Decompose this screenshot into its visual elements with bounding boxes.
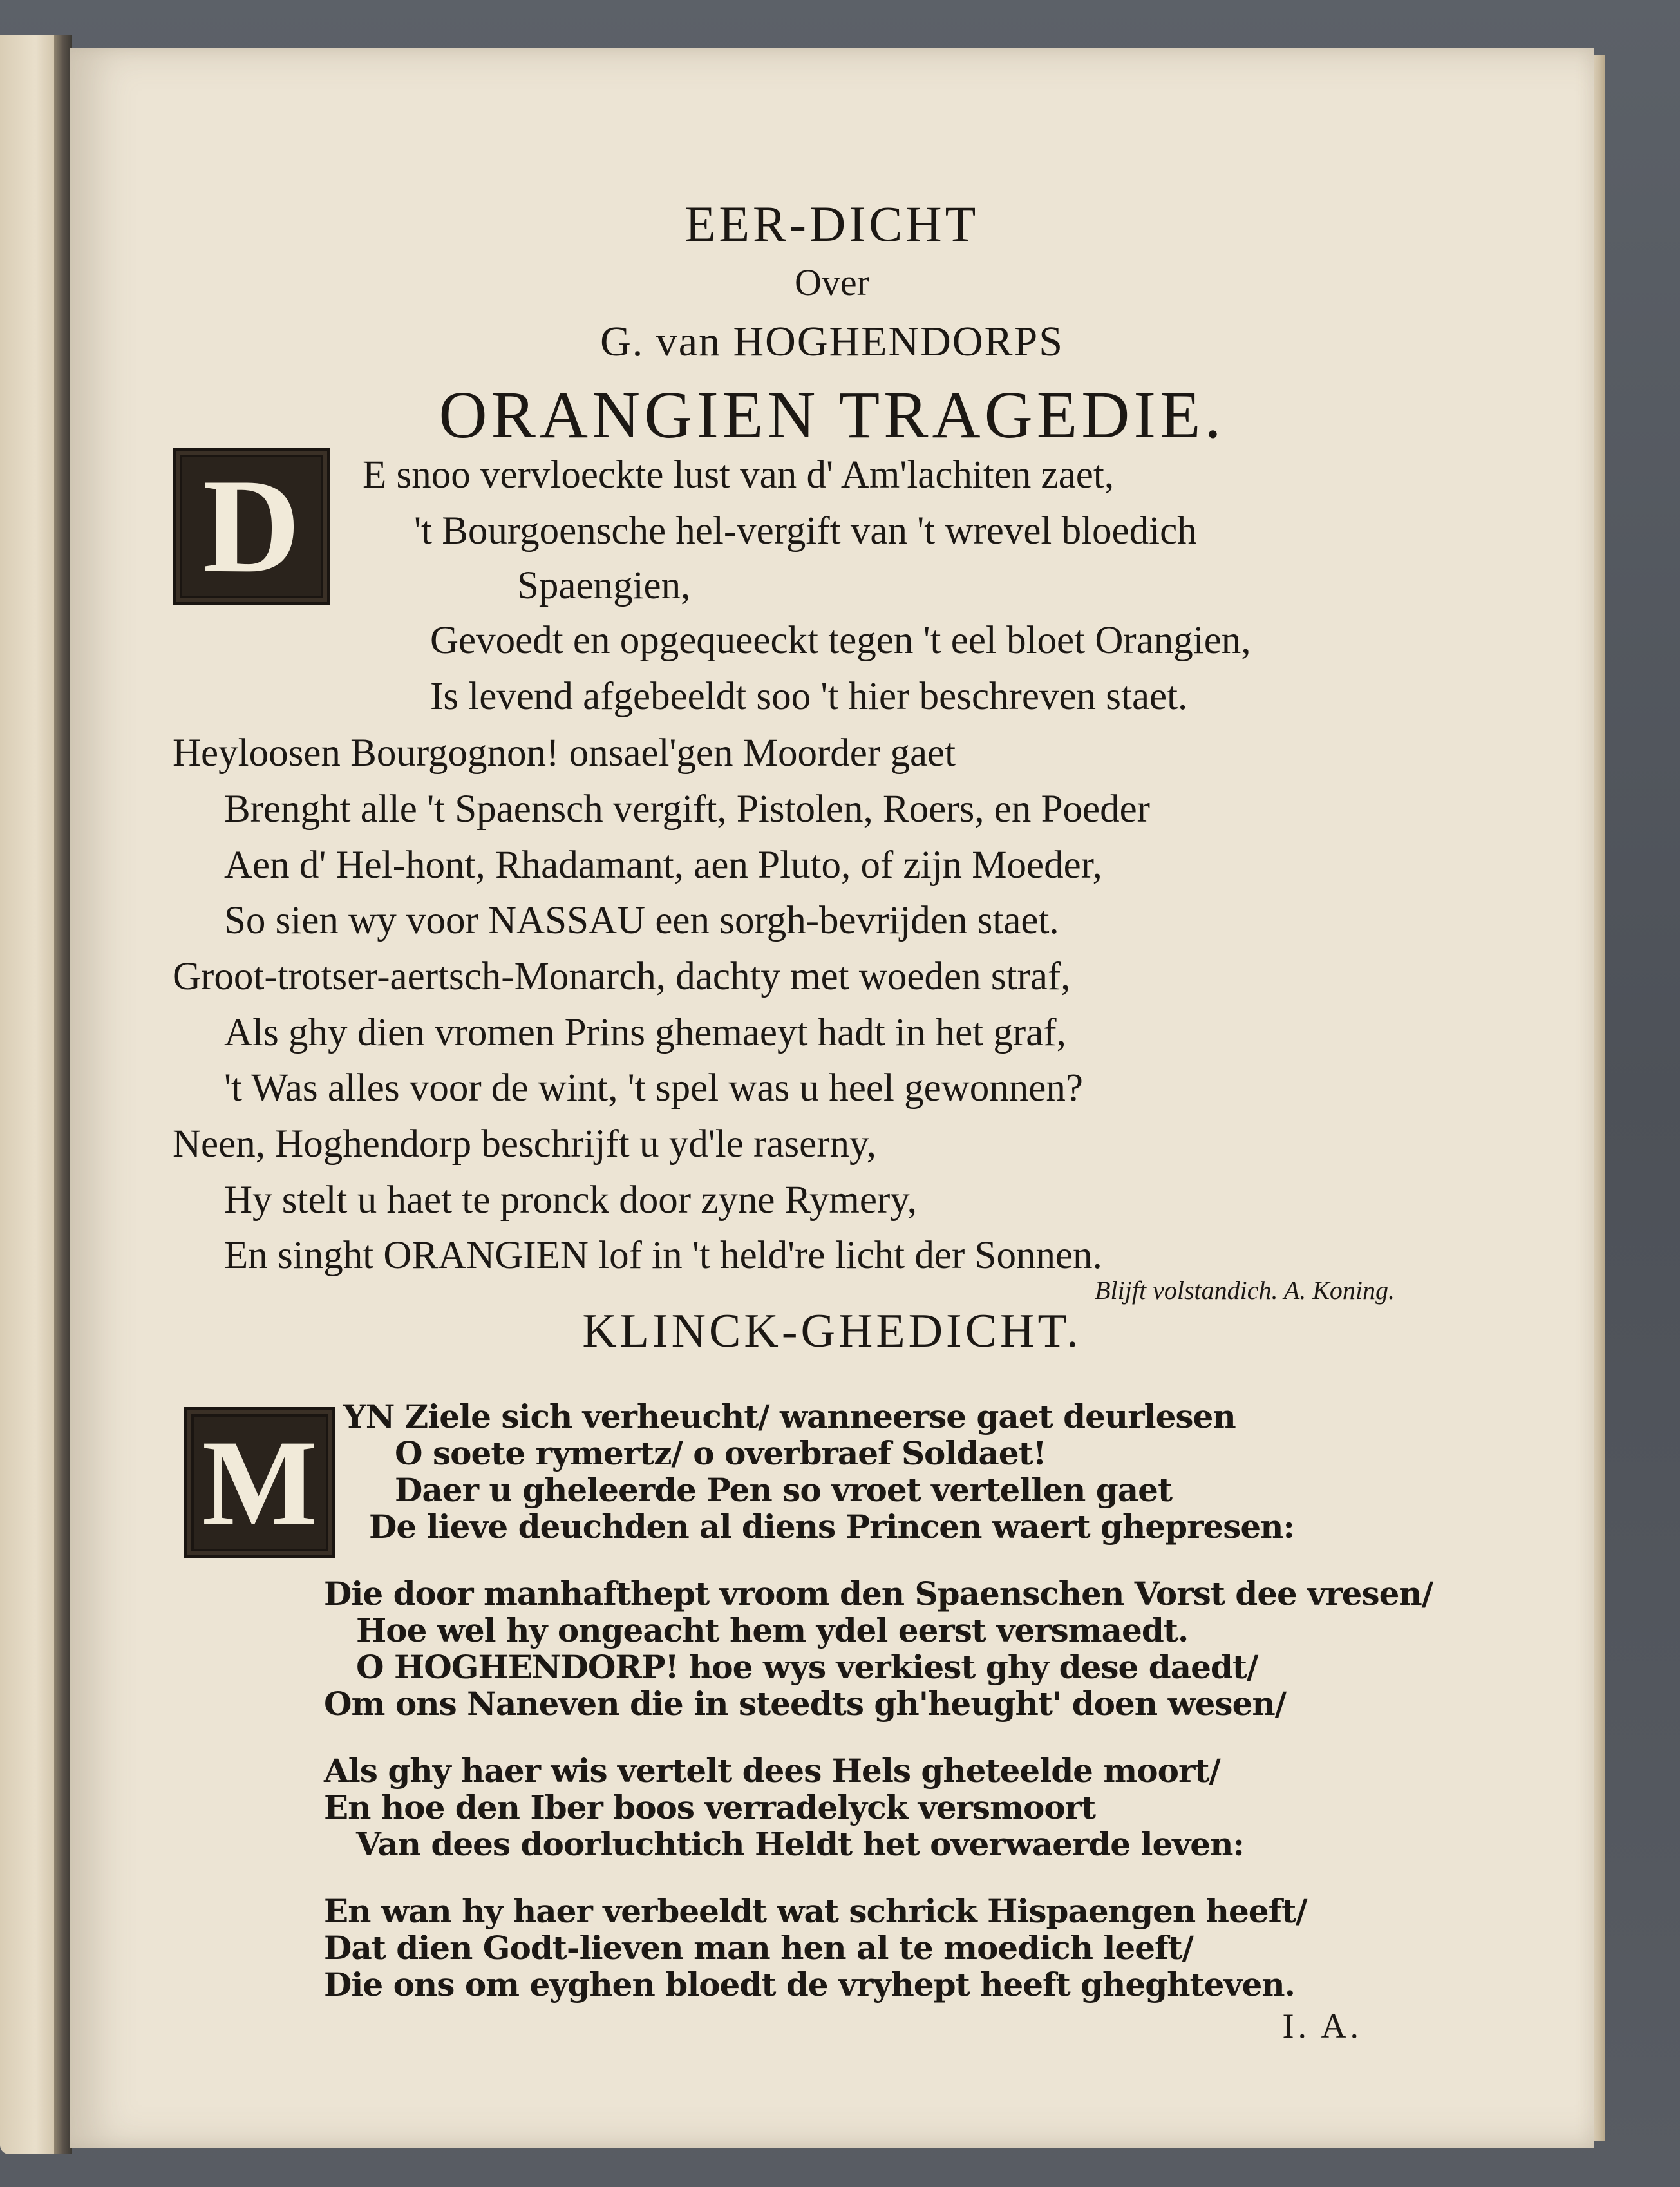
poem-line: Hy stelt u haet te pronck door zyne Rymery, xyxy=(224,1179,918,1222)
poem-line: En hoe den Iber boos verradelyck versmoort xyxy=(324,1788,1096,1826)
poem-line: Als ghy haer wis vertelt dees Hels gheteelde moort/ xyxy=(324,1752,1220,1790)
poem-line: Aen d' Hel-hont, Rhadamant, aen Pluto, of zijn Moeder, xyxy=(224,844,1102,887)
poem-line: 't Bourgoensche hel-vergift van 't wrevel bloedich xyxy=(414,509,1197,553)
poem-line: Heyloosen Bourgognon! onsael'gen Moorder gaet xyxy=(173,732,956,775)
poem-line: Hoe wel hy ongeacht hem ydel eerst versmaedt. xyxy=(356,1611,1189,1649)
poem-line: En singht ORANGIEN lof in 't held're licht der Sonnen. xyxy=(224,1234,1102,1277)
poem-line: Brenght alle 't Spaensch vergift, Pistolen, Roers, en Poeder xyxy=(224,788,1150,831)
decorated-initial-d xyxy=(173,448,330,605)
sonnet-footer-initials: I. A. xyxy=(1282,2007,1363,2045)
poem-line: Daer u gheleerde Pen so vroet vertellen gaet xyxy=(395,1471,1173,1509)
poem-line: Om ons Naneven die in steedts gh'heught' doen wesen/ xyxy=(324,1685,1286,1723)
sonnet-title: KLINCK-GHEDICHT. xyxy=(582,1305,1082,1358)
poem-line: E snoo vervloeckte lust van d' Am'lachiten zaet, xyxy=(363,453,1115,497)
poem-subtitle: ORANGIEN TRAGEDIE. xyxy=(439,378,1225,452)
poem-line: YN Ziele sich verheucht/ wanneerse gaet deurlesen xyxy=(343,1397,1236,1435)
poem-line: Spaengien, xyxy=(517,564,691,607)
decorated-initial-m xyxy=(184,1407,335,1558)
initial-letter-m: M xyxy=(202,1415,318,1551)
show-through xyxy=(1293,667,1310,714)
poem-line: Als ghy dien vromen Prins ghemaeyt hadt in het graf, xyxy=(224,1011,1066,1054)
poem-line: En wan hy haer verbeeldt wat schrick Hispaengen heeft/ xyxy=(324,1892,1307,1930)
poem-line: O soete rymertz/ o overbraef Soldaet! xyxy=(395,1434,1046,1472)
book-page xyxy=(70,48,1594,2148)
poem-line: O HOGHENDORP! hoe wys verkiest ghy dese daedt/ xyxy=(356,1648,1258,1686)
poem-line: So sien wy voor NASSAU een sorgh-bevrijden staet. xyxy=(224,899,1059,942)
poem-line: Is levend afgebeeldt soo 't hier beschreven staet. xyxy=(430,675,1188,718)
poem-line: Dat dien Godt-lieven man hen al te moedich leeft/ xyxy=(324,1929,1193,1967)
poem-over: Over xyxy=(795,261,869,303)
poem-line: 't Was alles voor de wint, 't spel was u heel gewonnen? xyxy=(224,1066,1083,1110)
initial-letter-d: D xyxy=(202,451,301,601)
poem-signature: Blijft volstandich. A. Koning. xyxy=(1095,1276,1395,1305)
poem-line: De lieve deuchden al diens Princen waert ghepresen: xyxy=(369,1508,1294,1546)
poem-line: Gevoedt en opgequeeckt tegen 't eel bloet Orangien, xyxy=(430,619,1251,662)
poem-line: Die ons om eyghen bloedt de vryhept heeft gheghteven. xyxy=(324,1965,1296,2003)
poem-author: G. van HOGHENDORPS xyxy=(600,318,1064,365)
poem-line: Neen, Hoghendorp beschrijft u yd'le raserny, xyxy=(173,1122,876,1166)
poem-line: Groot-trotser-aertsch-Monarch, dachty met woeden straf, xyxy=(173,955,1071,998)
poem-line: Die door manhafthept vroom den Spaenschen Vorst dee vresen/ xyxy=(324,1575,1433,1613)
poem-line: Van dees doorluchtich Heldt het overwaerde leven: xyxy=(356,1825,1244,1863)
poem-title: EER-DICHT xyxy=(684,196,979,252)
